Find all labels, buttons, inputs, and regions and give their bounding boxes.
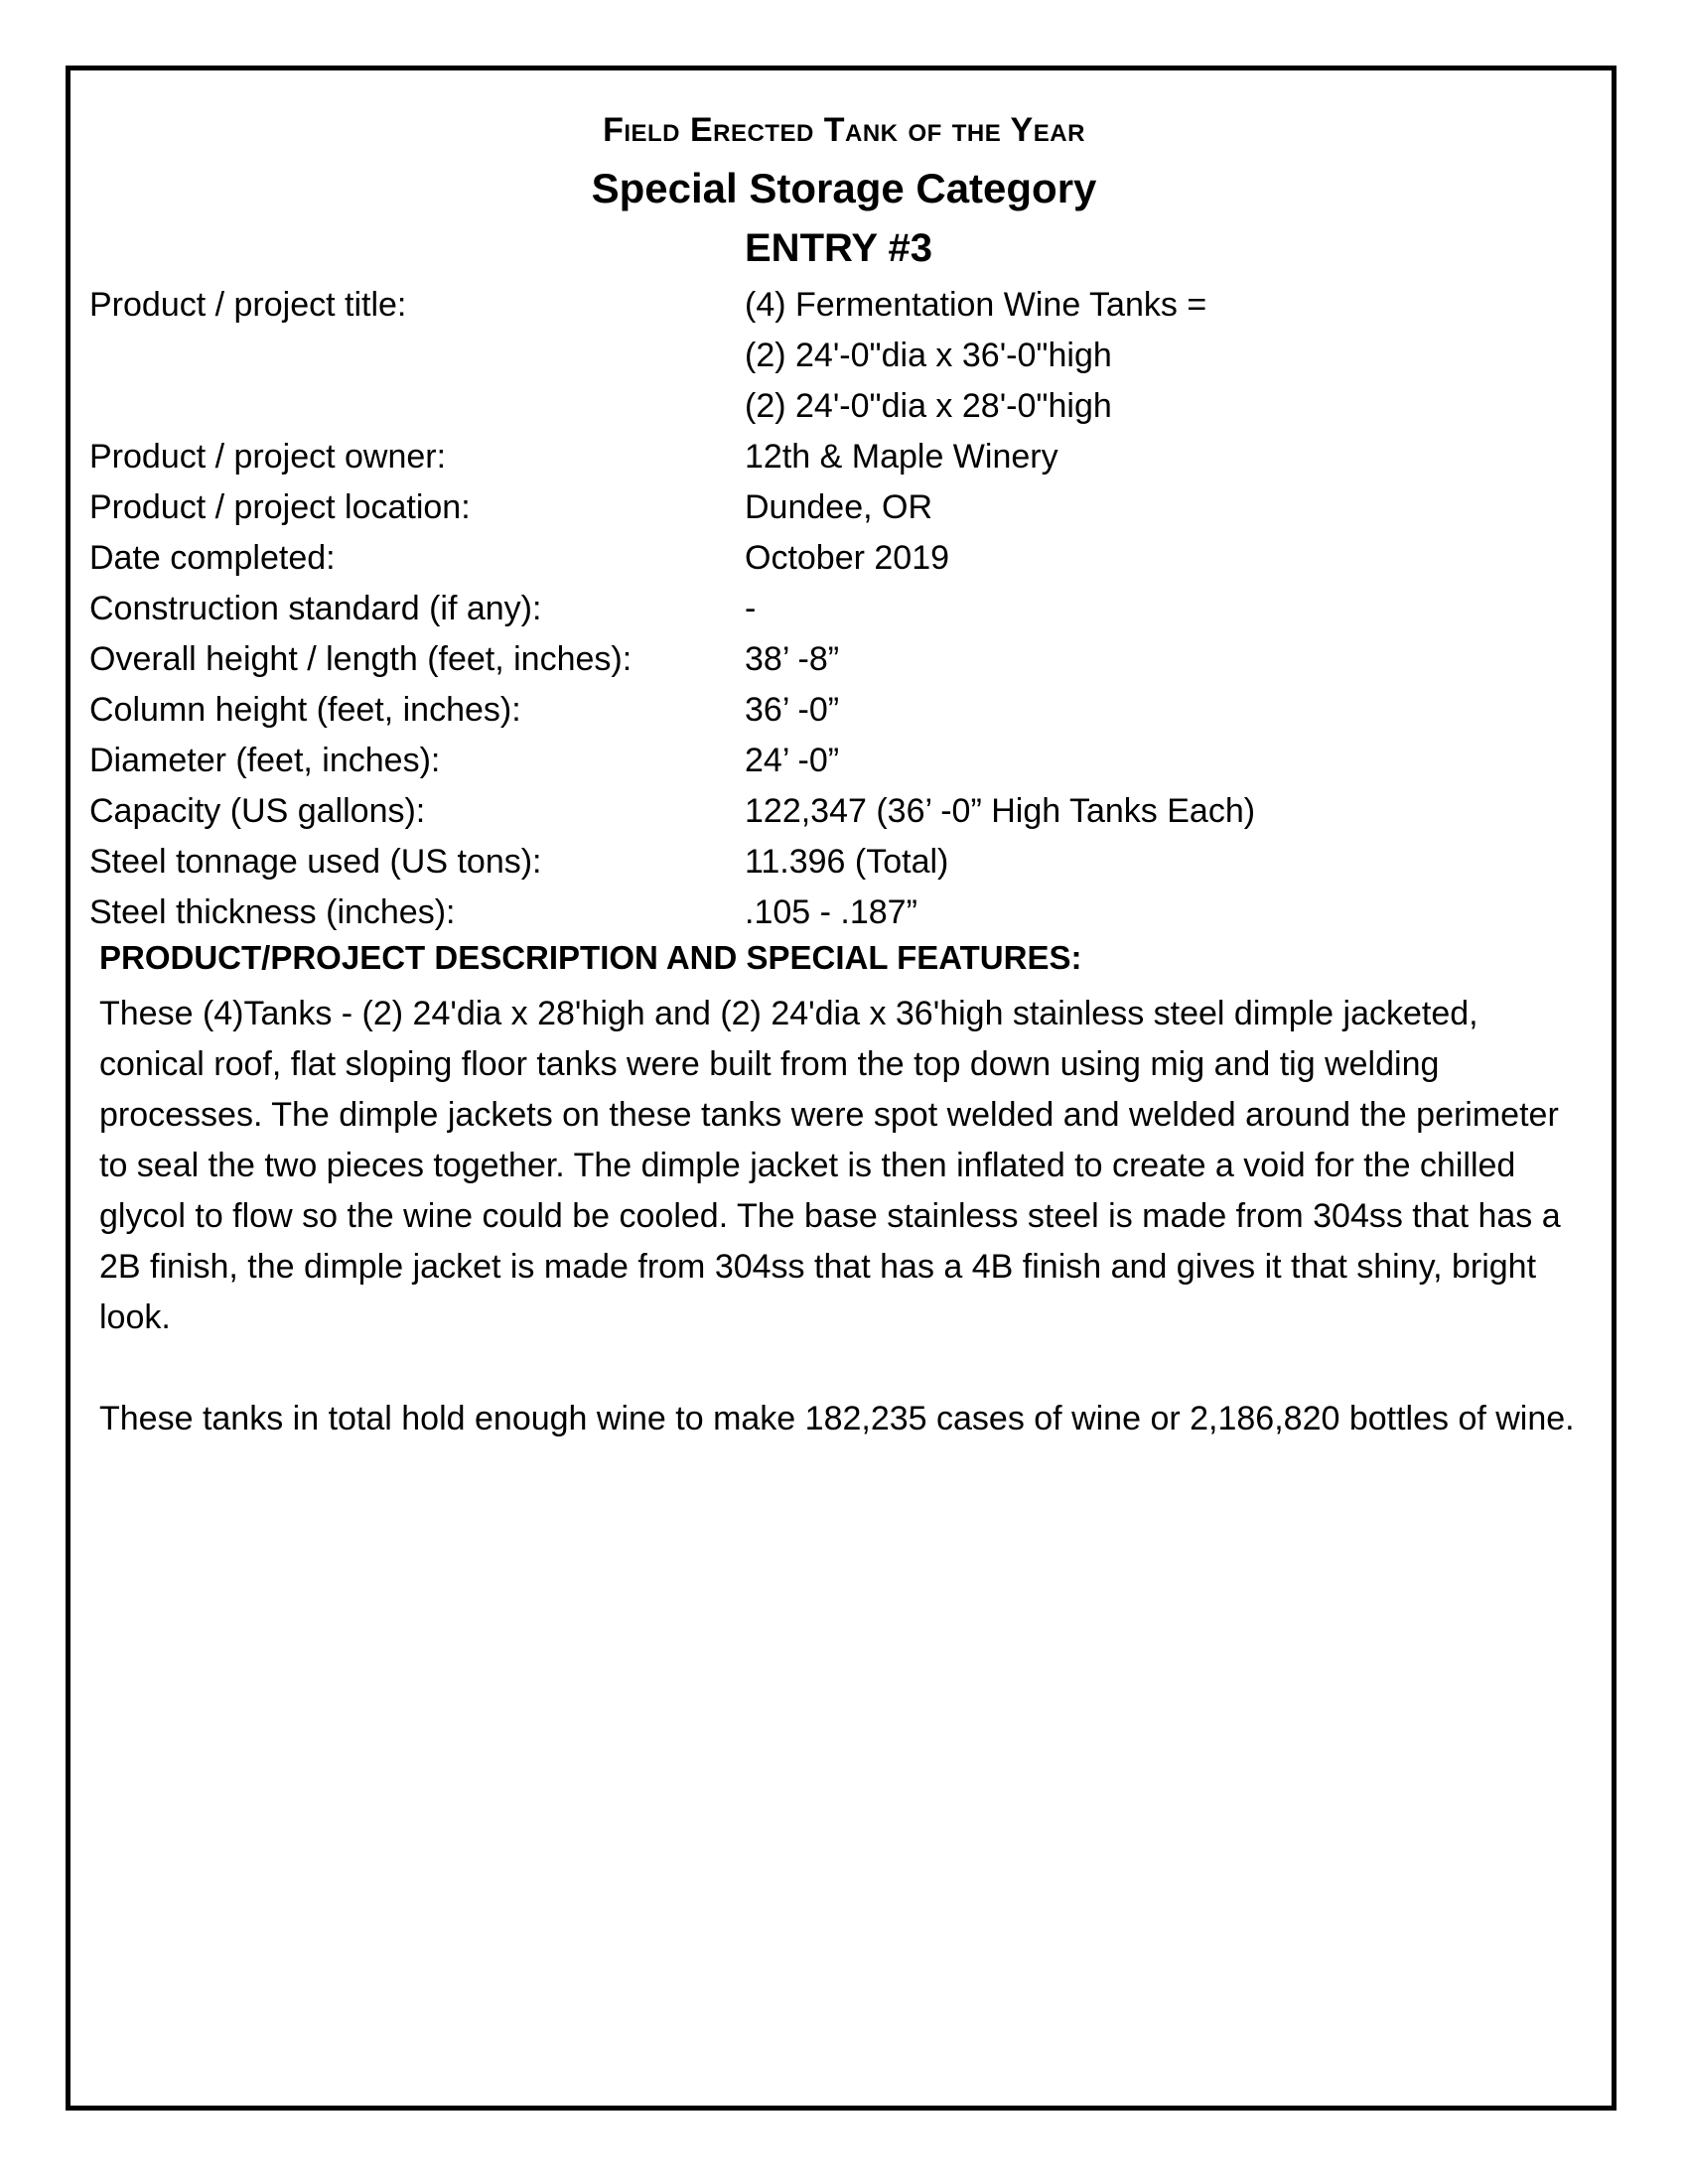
field-row-owner: [89, 432, 1559, 482]
project-fields: [89, 280, 1559, 938]
field-value: 24’ -0”: [745, 742, 840, 779]
field-label: Product / project location:: [89, 488, 471, 526]
field-value: October 2019: [745, 539, 950, 577]
description-paragraph: These tanks in total hold enough wine to make 182,235 cases of wine or 2,186,820 bottles of wine.: [99, 1400, 1575, 1437]
field-row-overall-height: [89, 634, 1559, 685]
field-label: Product / project owner:: [89, 438, 447, 476]
field-value: 12th & Maple Winery: [745, 438, 1058, 476]
field-row-construction-standard: [89, 584, 1559, 634]
field-row-steel-tonnage: [89, 837, 1559, 887]
field-value: Dundee, OR: [745, 488, 932, 526]
field-value: -: [745, 590, 757, 627]
award-title: Field Erected Tank of the Year: [603, 111, 1085, 149]
field-label: Steel thickness (inches):: [89, 893, 456, 931]
field-row-location: [89, 482, 1559, 533]
field-row-steel-thickness: [89, 887, 1559, 938]
field-value: 38’ -8”: [745, 640, 840, 678]
description-body: [99, 989, 1579, 1495]
field-row-title: [89, 280, 1559, 432]
field-label: Date completed:: [89, 539, 336, 577]
field-value: 11.396 (Total): [745, 843, 949, 881]
field-row-column-height: [89, 685, 1559, 736]
field-row-capacity: [89, 786, 1559, 837]
field-label: Steel tonnage used (US tons):: [89, 843, 542, 881]
description-heading: PRODUCT/PROJECT DESCRIPTION AND SPECIAL FEATURES:: [99, 939, 1082, 976]
field-row-date-completed: [89, 533, 1559, 584]
field-value: 36’ -0”: [745, 691, 840, 729]
field-value: 122,347 (36’ -0” High Tanks Each): [745, 792, 1256, 830]
category-title: Special Storage Category: [591, 165, 1097, 211]
field-label: Construction standard (if any):: [89, 590, 542, 627]
field-label: Overall height / length (feet, inches):: [89, 640, 633, 678]
field-value: .105 - .187”: [745, 893, 917, 931]
field-label: Diameter (feet, inches):: [89, 742, 441, 779]
field-value: (4) Fermentation Wine Tanks =: [745, 286, 1207, 324]
field-value: (2) 24'-0"dia x 28'-0"high: [745, 387, 1112, 425]
description-paragraph: These (4)Tanks - (2) 24'dia x 28'high and (2) 24'dia x 36'high stainless steel dimple jacketed, conical roof, flat sloping floor tanks were built from the top down using mig and tig welding processes. The dimple jackets on these tanks were spot welded and welded around the perimeter to seal the two pieces together. The dimple jacket is then inflated to create a void for the chilled glycol to flow so the wine could be cooled. The base stainless steel is made from 304ss that has a 2B finish, the dimple jacket is made from 304ss that has a 4B finish and gives it that shiny, bright look.: [99, 995, 1561, 1336]
field-row-diameter: [89, 736, 1559, 786]
field-label: Product / project title:: [89, 286, 407, 324]
entry-number: ENTRY #3: [745, 226, 932, 270]
field-label: Capacity (US gallons):: [89, 792, 426, 830]
field-label: Column height (feet, inches):: [89, 691, 521, 729]
field-value: (2) 24'-0"dia x 36'-0"high: [745, 337, 1112, 374]
